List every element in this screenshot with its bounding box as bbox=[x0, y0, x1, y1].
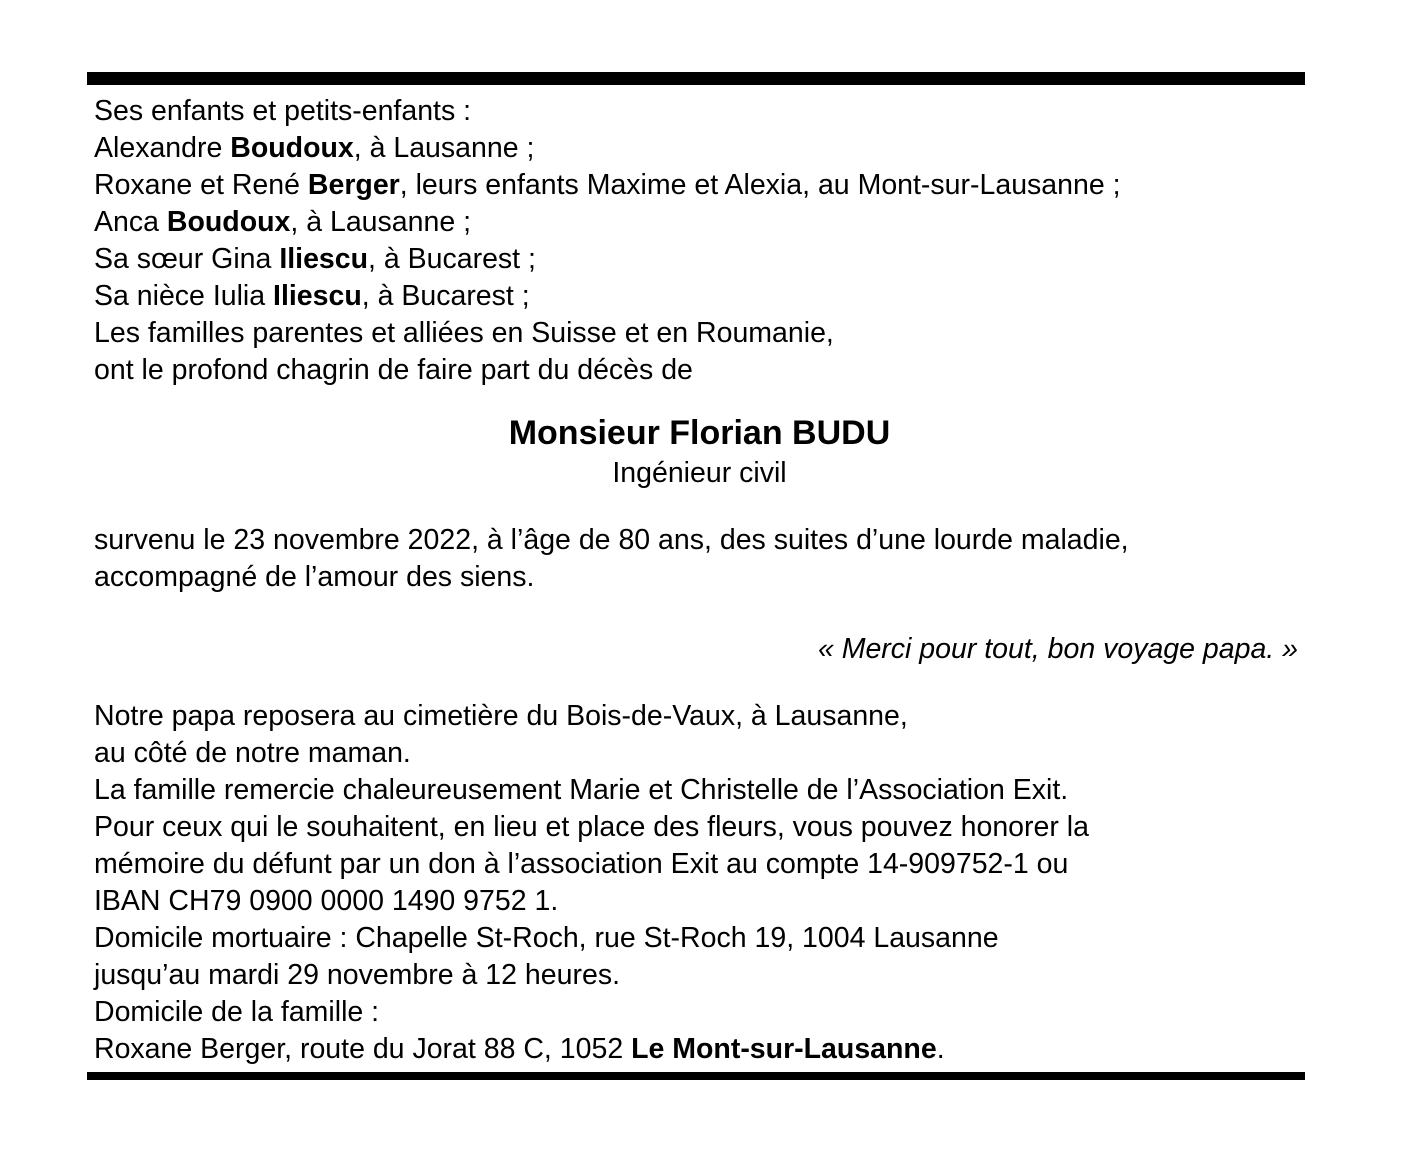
text-run: Pour ceux qui le souhaitent, en lieu et place des fleurs, vous pouvez honorer la bbox=[94, 811, 1089, 843]
text-run: Roxane Berger, route du Jorat 88 C, 1052 bbox=[94, 1033, 632, 1065]
text-line bbox=[94, 352, 1305, 389]
text-run: Notre papa reposera au cimetière du Bois-de-Vaux, à Lausanne, bbox=[94, 700, 908, 732]
text-run: , à Lausanne ; bbox=[290, 206, 472, 238]
text-run: ont le profond chagrin de faire part du décès de bbox=[94, 354, 693, 386]
bold-name-run: Iliescu bbox=[273, 280, 362, 312]
text-run: . bbox=[936, 1033, 945, 1065]
text-run: au côté de notre maman. bbox=[94, 737, 411, 769]
text-line bbox=[94, 167, 1305, 204]
text-line bbox=[94, 957, 1305, 994]
text-line bbox=[94, 920, 1305, 957]
text-run: , à Bucarest ; bbox=[361, 280, 530, 312]
top-rule bbox=[87, 72, 1305, 85]
text-run: Anca bbox=[94, 206, 167, 238]
text-run: Domicile de la famille : bbox=[94, 996, 380, 1028]
text-run: mémoire du défunt par un don à l’association Exit au compte 14-909752-1 ou bbox=[94, 848, 1069, 880]
text-run: Sa sœur Gina bbox=[94, 243, 280, 275]
text-line bbox=[94, 130, 1305, 167]
text-run: IBAN CH79 0900 0000 1490 9752 1. bbox=[94, 885, 559, 917]
text-line bbox=[94, 241, 1305, 278]
text-line bbox=[94, 93, 1305, 130]
text-run: , à Lausanne ; bbox=[353, 132, 535, 164]
funeral-details-paragraph bbox=[87, 698, 1305, 1068]
text-run: Ses enfants et petits-enfants : bbox=[94, 95, 472, 127]
text-run: , à Bucarest ; bbox=[368, 243, 536, 275]
text-line bbox=[94, 772, 1305, 809]
text-line bbox=[94, 698, 1305, 735]
deceased-profession: Ingénieur civil bbox=[612, 457, 787, 489]
text-line bbox=[94, 994, 1305, 1031]
text-line bbox=[94, 883, 1305, 920]
deceased-name-title: Monsieur Florian BUDU bbox=[508, 414, 891, 452]
text-line bbox=[94, 809, 1305, 846]
bottom-rule bbox=[87, 1072, 1305, 1080]
text-run: Sa nièce Iulia bbox=[94, 280, 274, 312]
text-run: , leurs enfants Maxime et Alexia, au Mont-sur-Lausanne ; bbox=[399, 169, 1121, 201]
text-line bbox=[94, 559, 1305, 596]
bold-name-run: Berger bbox=[307, 169, 400, 201]
bold-name-run: Le Mont-sur-Lausanne bbox=[631, 1033, 937, 1065]
death-announcement-paragraph bbox=[87, 522, 1305, 596]
text-run: accompagné de l’amour des siens. bbox=[94, 561, 535, 593]
bold-name-run: Iliescu bbox=[279, 243, 369, 275]
text-run: jusqu’au mardi 29 novembre à 12 heures. bbox=[94, 959, 620, 991]
document-content bbox=[87, 0, 1305, 1080]
text-line bbox=[94, 846, 1305, 883]
text-line bbox=[94, 204, 1305, 241]
text-line bbox=[94, 1031, 1305, 1068]
text-run: La famille remercie chaleureusement Marie et Christelle de l’Association Exit. bbox=[94, 774, 1069, 806]
text-run: Roxane et René bbox=[94, 169, 308, 201]
text-line bbox=[94, 735, 1305, 772]
text-run: Alexandre bbox=[94, 132, 231, 164]
bold-name-run: Boudoux bbox=[230, 132, 354, 164]
bold-name-run: Boudoux bbox=[166, 206, 291, 238]
text-line bbox=[94, 315, 1305, 352]
text-run: Domicile mortuaire : Chapelle St-Roch, rue St-Roch 19, 1004 Lausanne bbox=[94, 922, 999, 954]
family-intro-paragraph bbox=[87, 93, 1305, 389]
farewell-quote: « Merci pour tout, bon voyage papa. » bbox=[817, 633, 1298, 665]
text-line bbox=[94, 278, 1305, 315]
text-run: Les familles parentes et alliées en Suisse et en Roumanie, bbox=[94, 317, 834, 349]
text-line bbox=[94, 522, 1305, 559]
text-run: survenu le 23 novembre 2022, à l’âge de 80 ans, des suites d’une lourde maladie, bbox=[94, 524, 1129, 556]
